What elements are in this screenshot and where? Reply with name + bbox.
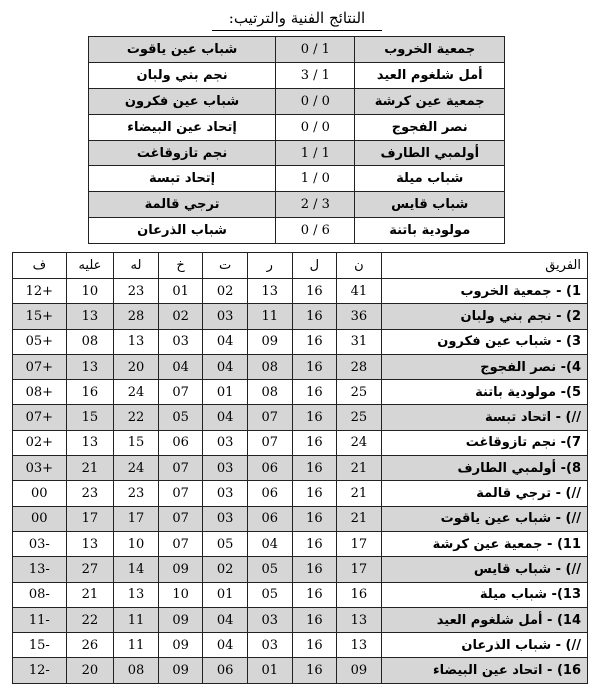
header-played: ل [292,253,337,279]
result-home-team: نصر الفجوج [355,114,505,140]
results-table [88,36,505,244]
lost-cell: 06 [158,430,203,455]
drawn-cell: 02 [203,279,248,304]
points-cell: 31 [337,329,382,354]
goal-diff-cell: 02+ [13,430,67,455]
result-away-team: نجم تازوقاغت [89,140,276,166]
played-cell: 16 [292,405,337,430]
points-cell: 13 [337,633,382,658]
goals-against-cell: 13 [66,304,114,329]
goals-for-cell: 22 [114,405,159,430]
goals-against-cell: 16 [66,380,114,405]
result-score: 1 / 0 [276,166,355,192]
goals-against-cell: 15 [66,405,114,430]
result-score: 3 / 1 [276,62,355,88]
goals-for-cell: 14 [114,557,159,582]
goals-against-cell: 13 [66,354,114,379]
goals-for-cell: 24 [114,456,159,481]
played-cell: 16 [292,430,337,455]
result-score: 0 / 0 [276,88,355,114]
team-name-cell: //) - اتحاد تبسة [381,405,587,430]
lost-cell: 10 [158,582,203,607]
won-cell: 01 [247,658,292,683]
drawn-cell: 03 [203,304,248,329]
played-cell: 16 [292,304,337,329]
goals-against-cell: 22 [66,607,114,632]
standings-row [13,607,588,632]
standings-row [13,658,588,683]
result-row [89,62,505,88]
result-away-team: شباب الذرعان [89,218,276,244]
standings-row [13,506,588,531]
played-cell: 16 [292,557,337,582]
goal-diff-cell: 13- [13,557,67,582]
goal-diff-cell: 00 [13,481,67,506]
played-cell: 16 [292,380,337,405]
goals-against-cell: 23 [66,481,114,506]
goals-for-cell: 08 [114,658,159,683]
lost-cell: 07 [158,456,203,481]
result-home-team: جمعية عين كرشة [355,88,505,114]
goal-diff-cell: 08- [13,582,67,607]
drawn-cell: 04 [203,405,248,430]
result-home-team: شباب قايس [355,192,505,218]
played-cell: 16 [292,279,337,304]
result-score: 0 / 0 [276,114,355,140]
goals-for-cell: 17 [114,506,159,531]
team-name-cell: //) - شباب قايس [381,557,587,582]
lost-cell: 07 [158,481,203,506]
goal-diff-cell: 00 [13,506,67,531]
goal-diff-cell: 11- [13,607,67,632]
lost-cell: 07 [158,531,203,556]
goal-diff-cell: 15- [13,633,67,658]
drawn-cell: 01 [203,380,248,405]
goals-against-cell: 10 [66,279,114,304]
goal-diff-cell: 15+ [13,304,67,329]
points-cell: 17 [337,531,382,556]
result-row [89,88,505,114]
result-row [89,192,505,218]
played-cell: 16 [292,658,337,683]
points-cell: 41 [337,279,382,304]
standings-row [13,557,588,582]
result-home-team: جمعية الخروب [355,37,505,63]
points-cell: 21 [337,506,382,531]
drawn-cell: 03 [203,506,248,531]
result-home-team: شباب ميلة [355,166,505,192]
played-cell: 16 [292,506,337,531]
result-away-team: ترجي قالمة [89,192,276,218]
standings-row [13,354,588,379]
drawn-cell: 02 [203,557,248,582]
result-away-team: إتحاد تبسة [89,166,276,192]
standings-header-row [13,253,588,279]
header-goals-against: عليه [66,253,114,279]
team-name-cell: 16) - اتحاد عين البيضاء [381,658,587,683]
points-cell: 21 [337,456,382,481]
goals-against-cell: 21 [66,456,114,481]
team-name-cell: //) - ترجي قالمة [381,481,587,506]
result-row [89,140,505,166]
won-cell: 08 [247,380,292,405]
lost-cell: 07 [158,380,203,405]
won-cell: 07 [247,405,292,430]
played-cell: 16 [292,354,337,379]
header-team: الفريق [381,253,587,279]
standings-row [13,405,588,430]
result-away-team: إتحاد عين البيضاء [89,114,276,140]
standings-row [13,329,588,354]
goals-against-cell: 13 [66,531,114,556]
played-cell: 16 [292,531,337,556]
team-name-cell: 4)- نصر الفجوج [381,354,587,379]
points-cell: 24 [337,430,382,455]
goals-for-cell: 15 [114,430,159,455]
drawn-cell: 03 [203,456,248,481]
goal-diff-cell: 07+ [13,354,67,379]
goals-for-cell: 10 [114,531,159,556]
standings-table [12,252,588,684]
drawn-cell: 04 [203,607,248,632]
result-home-team: أمل شلغوم العيد [355,62,505,88]
goal-diff-cell: 03- [13,531,67,556]
points-cell: 13 [337,607,382,632]
goals-for-cell: 20 [114,354,159,379]
drawn-cell: 01 [203,582,248,607]
standings-row [13,456,588,481]
goal-diff-cell: 12+ [13,279,67,304]
result-row [89,166,505,192]
standings-row [13,481,588,506]
team-name-cell: 7)- نجم تازوقاغت [381,430,587,455]
header-won: ر [247,253,292,279]
lost-cell: 09 [158,607,203,632]
played-cell: 16 [292,329,337,354]
won-cell: 07 [247,430,292,455]
points-cell: 17 [337,557,382,582]
team-name-cell: //) - شباب الذرعان [381,633,587,658]
team-name-cell: 11) - جمعية عين كرشة [381,531,587,556]
result-row [89,218,505,244]
team-name-cell: 3) - شباب عين فكرون [381,329,587,354]
result-away-team: شباب عين فكرون [89,88,276,114]
points-cell: 25 [337,380,382,405]
team-name-cell: 5)- مولودية باتنة [381,380,587,405]
won-cell: 09 [247,329,292,354]
won-cell: 06 [247,481,292,506]
drawn-cell: 03 [203,481,248,506]
points-cell: 36 [337,304,382,329]
won-cell: 03 [247,607,292,632]
played-cell: 16 [292,607,337,632]
result-row [89,114,505,140]
result-home-team: أولمبي الطارف [355,140,505,166]
result-row [89,37,505,63]
goals-against-cell: 20 [66,658,114,683]
won-cell: 05 [247,557,292,582]
team-name-cell: //) - شباب عين ياقوت [381,506,587,531]
result-score: 0 / 1 [276,37,355,63]
lost-cell: 03 [158,329,203,354]
goals-for-cell: 11 [114,633,159,658]
goals-for-cell: 23 [114,279,159,304]
played-cell: 16 [292,582,337,607]
result-away-team: نجم بني ولبان [89,62,276,88]
lost-cell: 09 [158,557,203,582]
goals-for-cell: 24 [114,380,159,405]
goals-against-cell: 13 [66,430,114,455]
standings-row [13,531,588,556]
header-lost: خ [158,253,203,279]
goals-against-cell: 21 [66,582,114,607]
standings-row [13,380,588,405]
drawn-cell: 03 [203,430,248,455]
won-cell: 08 [247,354,292,379]
drawn-cell: 04 [203,633,248,658]
header-points: ن [337,253,382,279]
drawn-cell: 05 [203,531,248,556]
goal-diff-cell: 07+ [13,405,67,430]
goals-against-cell: 08 [66,329,114,354]
header-goal-diff: ف [13,253,67,279]
points-cell: 09 [337,658,382,683]
standings-row [13,304,588,329]
team-name-cell: 8)- أولمبي الطارف [381,456,587,481]
result-score: 1 / 1 [276,140,355,166]
result-score: 0 / 6 [276,218,355,244]
standings-row [13,633,588,658]
header-drawn: ت [203,253,248,279]
standings-row [13,279,588,304]
goal-diff-cell: 12- [13,658,67,683]
drawn-cell: 04 [203,354,248,379]
won-cell: 11 [247,304,292,329]
result-away-team: شباب عين ياقوت [89,37,276,63]
team-name-cell: 1) - جمعية الخروب [381,279,587,304]
standings-row [13,582,588,607]
goals-against-cell: 17 [66,506,114,531]
played-cell: 16 [292,481,337,506]
goals-against-cell: 27 [66,557,114,582]
lost-cell: 05 [158,405,203,430]
drawn-cell: 04 [203,329,248,354]
result-home-team: مولودية باتنة [355,218,505,244]
goal-diff-cell: 03+ [13,456,67,481]
won-cell: 03 [247,633,292,658]
played-cell: 16 [292,633,337,658]
goals-for-cell: 23 [114,481,159,506]
lost-cell: 04 [158,354,203,379]
standings-row [13,430,588,455]
points-cell: 28 [337,354,382,379]
won-cell: 13 [247,279,292,304]
goals-against-cell: 26 [66,633,114,658]
header-goals-for: له [114,253,159,279]
played-cell: 16 [292,456,337,481]
goals-for-cell: 13 [114,329,159,354]
points-cell: 25 [337,405,382,430]
lost-cell: 09 [158,633,203,658]
won-cell: 06 [247,456,292,481]
lost-cell: 02 [158,304,203,329]
team-name-cell: 13)- شباب ميلة [381,582,587,607]
points-cell: 21 [337,481,382,506]
goals-for-cell: 28 [114,304,159,329]
won-cell: 06 [247,506,292,531]
won-cell: 05 [247,582,292,607]
lost-cell: 01 [158,279,203,304]
goals-for-cell: 11 [114,607,159,632]
goal-diff-cell: 08+ [13,380,67,405]
team-name-cell: 14) - أمل شلغوم العيد [381,607,587,632]
goal-diff-cell: 05+ [13,329,67,354]
points-cell: 16 [337,582,382,607]
results-title: النتائج الفنية والترتيب: [212,6,382,31]
won-cell: 04 [247,531,292,556]
drawn-cell: 06 [203,658,248,683]
goals-for-cell: 13 [114,582,159,607]
lost-cell: 09 [158,658,203,683]
team-name-cell: 2) - نجم بني ولبان [381,304,587,329]
lost-cell: 07 [158,506,203,531]
result-score: 2 / 3 [276,192,355,218]
